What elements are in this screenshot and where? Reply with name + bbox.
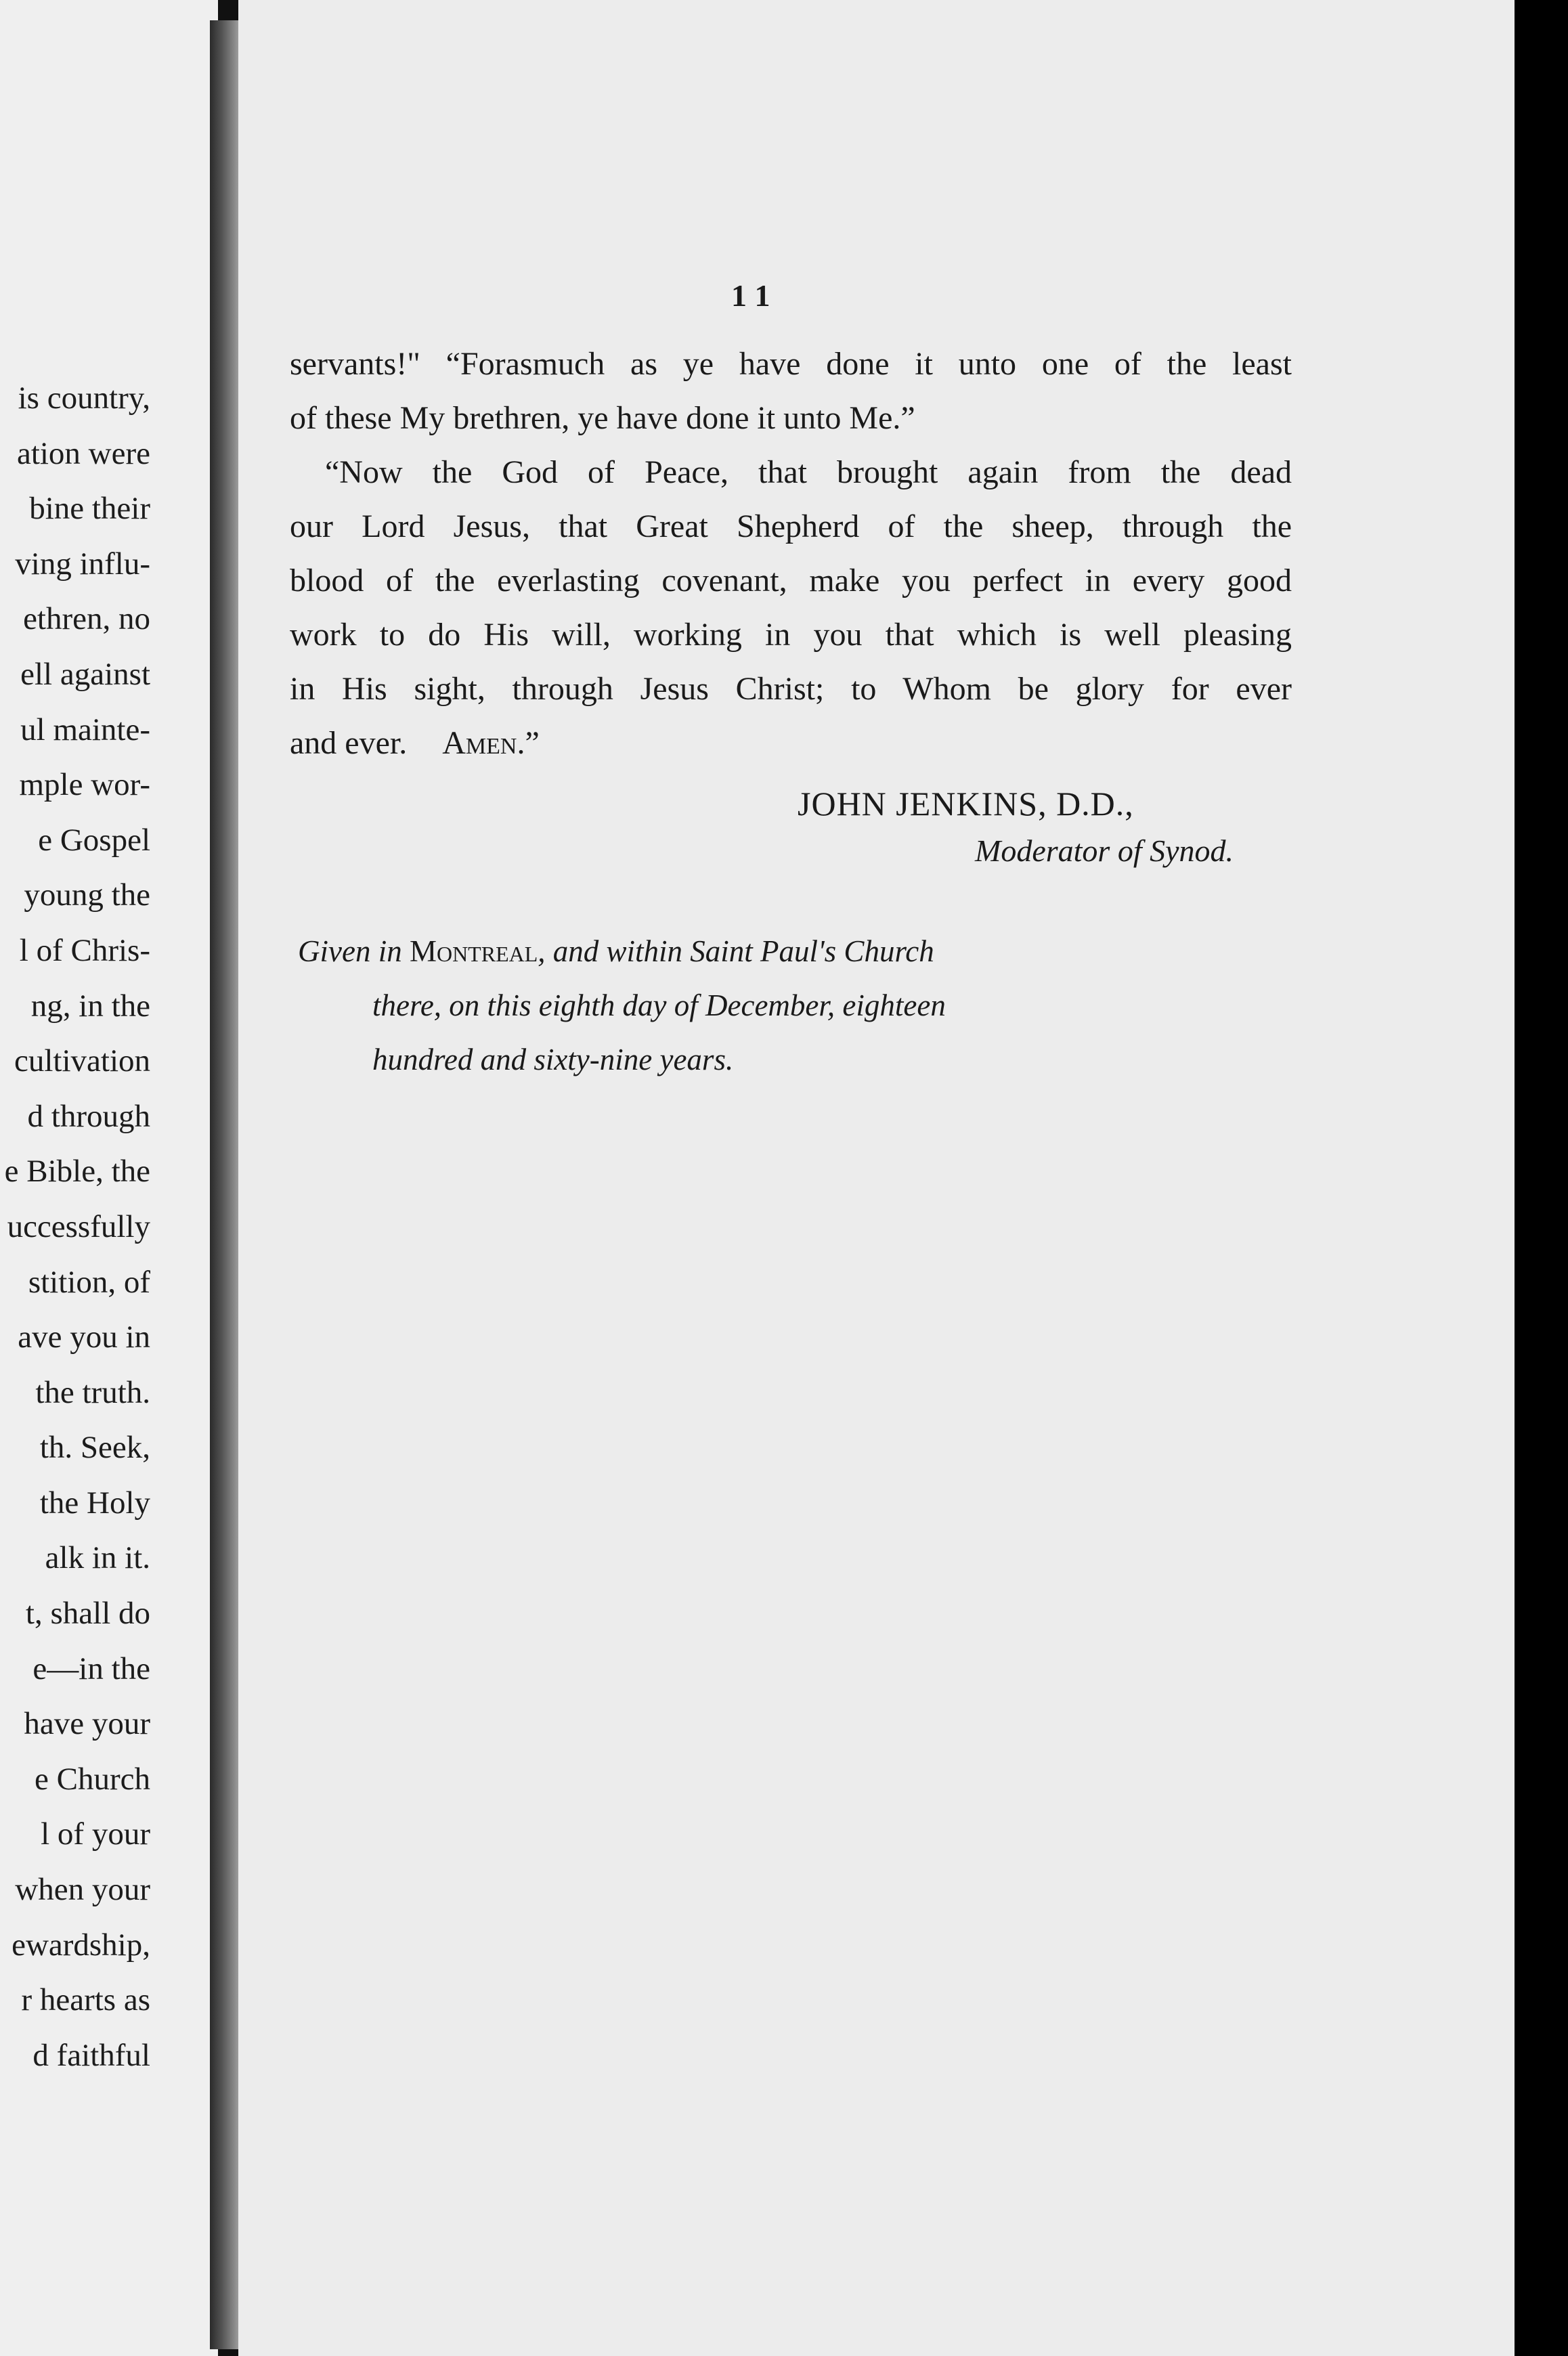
left-page-line: stition, of	[28, 1264, 150, 1300]
page-edge	[1515, 0, 1568, 2356]
left-page-line: young the	[24, 877, 150, 913]
closing-text: and ever.	[290, 725, 408, 761]
left-page-line: mple wor-	[19, 767, 150, 803]
left-page-line: ave you in	[18, 1319, 150, 1355]
left-page-line: cultivation	[14, 1043, 150, 1079]
left-page-line: th. Seek,	[39, 1430, 150, 1466]
text-line: “Now the God of Peace, that brought again from the dead	[325, 454, 1292, 490]
left-page-line: ving influ-	[15, 546, 150, 582]
left-page-line: l of Chris-	[19, 932, 150, 968]
left-page-line: ell against	[20, 656, 150, 692]
left-page-line: is country,	[18, 380, 150, 416]
left-page-line: l of your	[41, 1816, 150, 1852]
left-page-line: e Gospel	[38, 822, 150, 858]
dateline-line: there, on this eighth day of December, eighteen	[372, 988, 946, 1022]
left-page-line: the Holy	[39, 1485, 150, 1521]
text-line: servants!" “Forasmuch as ye have done it unto one of the least	[290, 346, 1292, 382]
page-number: 11	[731, 278, 780, 313]
city-name: Montreal	[409, 934, 538, 968]
dateline-text: , and within Saint Paul's Church	[538, 934, 934, 968]
text-line: of these My brethren, ye have done it unto Me.”	[290, 400, 915, 436]
paragraph-1	[290, 337, 1292, 445]
left-page-line: ng, in the	[30, 988, 150, 1024]
left-page-line: the truth.	[35, 1374, 150, 1410]
left-page-line: r hearts as	[21, 1982, 150, 2018]
dateline	[298, 924, 946, 1087]
left-page-line: uccessfully	[7, 1208, 150, 1244]
dateline-text: Given in	[298, 934, 410, 968]
left-page-text	[0, 371, 150, 2083]
text-line: work to do His will, working in you that which is well pleasing	[290, 617, 1292, 653]
left-page-line: e Bible, the	[4, 1154, 150, 1190]
left-page-line: when your	[15, 1872, 150, 1908]
left-page-line: d through	[27, 1098, 150, 1134]
left-page-line: bine their	[29, 491, 150, 527]
amen: Amen.”	[442, 725, 540, 761]
left-page-line: ewardship,	[12, 1927, 150, 1963]
left-facing-page	[0, 0, 218, 2356]
left-page-line: ethren, no	[23, 601, 150, 637]
left-page-line: e Church	[35, 1761, 150, 1797]
dateline-line	[298, 924, 946, 978]
paragraph-2	[290, 445, 1292, 770]
closing-line	[290, 716, 1292, 770]
text-line: blood of the everlasting covenant, make you perfect in every good	[290, 563, 1292, 598]
left-page-line: d faithful	[32, 2037, 150, 2073]
left-page-line: have your	[24, 1706, 150, 1742]
left-page-line: alk in it.	[45, 1540, 150, 1576]
left-page-line: t, shall do	[25, 1596, 150, 1632]
text-line: our Lord Jesus, that Great Shepherd of the sheep, through the	[290, 508, 1292, 544]
signature-name: JOHN JENKINS, D.D.,	[798, 785, 1134, 823]
dateline-line: hundred and sixty-nine years.	[372, 1043, 734, 1076]
left-page-line: ation were	[16, 435, 150, 471]
left-page-line: ul mainte-	[20, 712, 150, 747]
text-line: in His sight, through Jesus Christ; to Whom be glory for ever	[290, 671, 1292, 707]
signature-title: Moderator of Synod.	[975, 833, 1234, 868]
left-page-line: e—in the	[32, 1651, 150, 1686]
